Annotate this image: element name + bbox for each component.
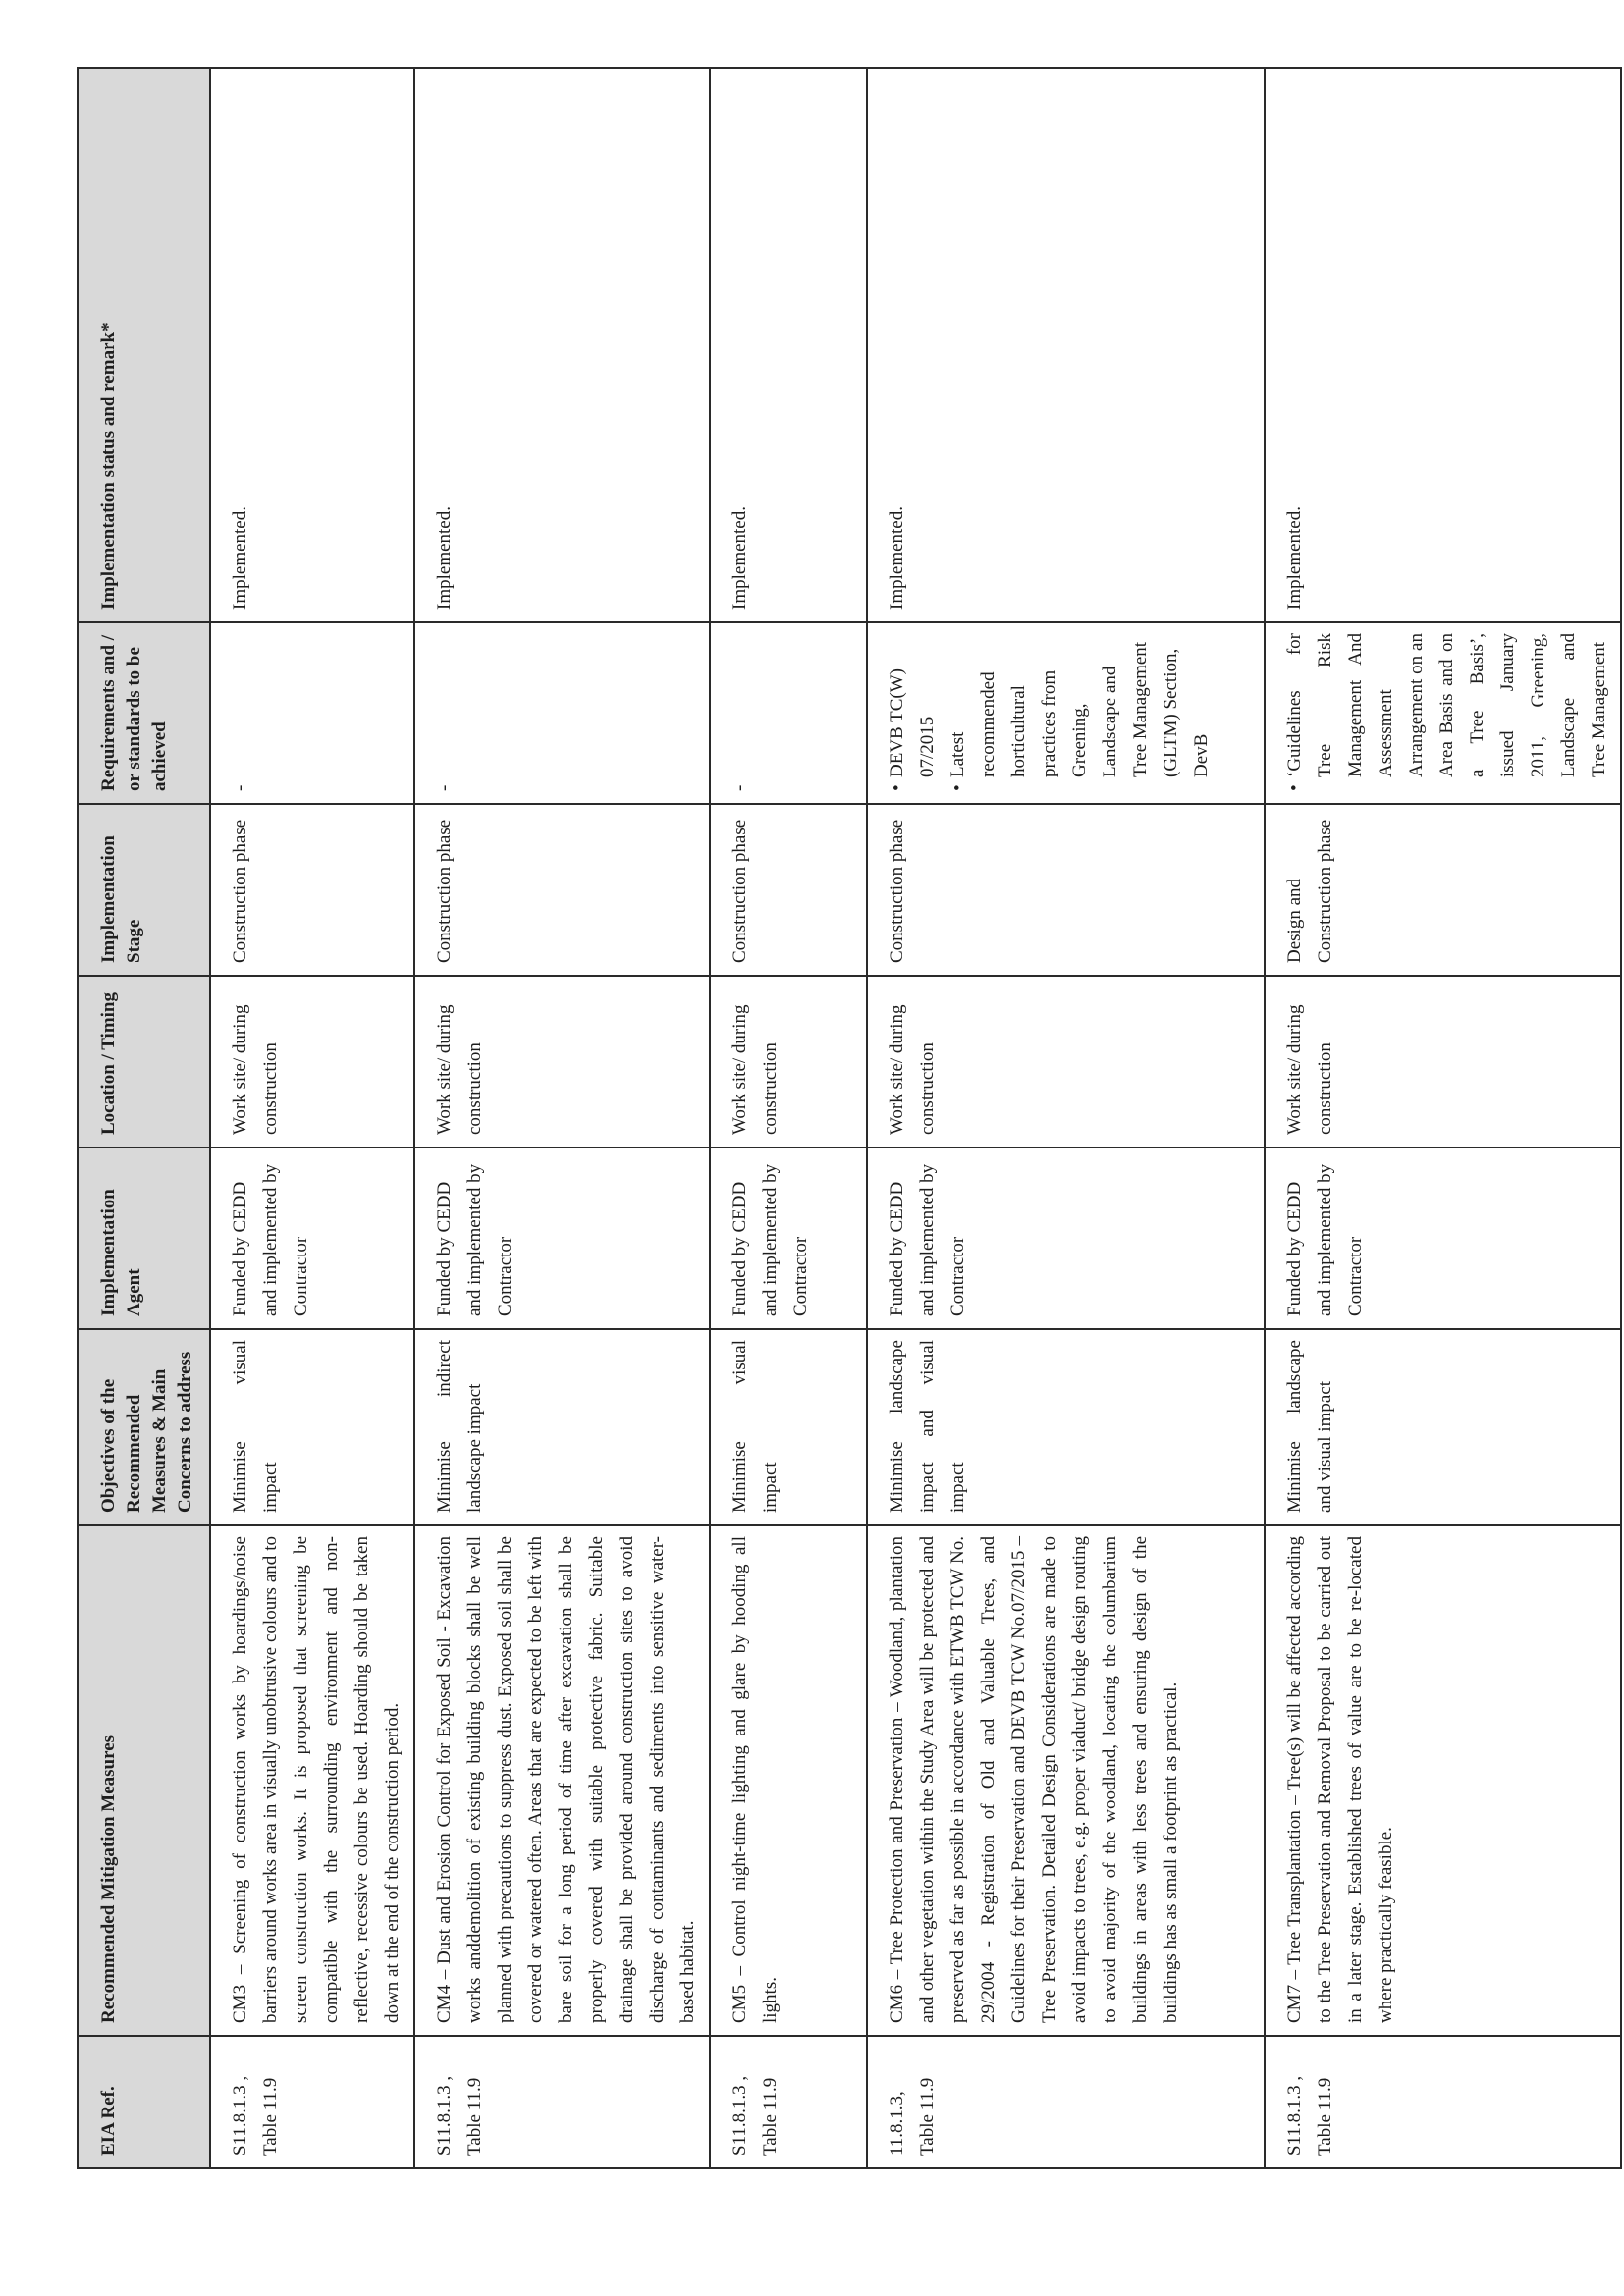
objective-cell: Minimise indirect landscape impact (414, 1329, 710, 1525)
eia-ref-cell: S11.8.1.3 , Table 11.9 (414, 2036, 710, 2168)
measure-cell: CM5 – Control night-time lighting and glare by hooding all lights. (710, 1525, 867, 2036)
objective-cell: Minimise visual impact (710, 1329, 867, 1525)
header-location-timing: Location / Timing (78, 976, 210, 1148)
status-cell: Implemented. (867, 68, 1265, 622)
stage-cell: Construction phase (710, 804, 867, 976)
agent-cell: Funded by CEDD and implemented by Contractor (210, 1148, 414, 1329)
requirement-item: • Latest recommended horticultural practices from Greening, Landscape and Tree Management (GLTM) Section, DevB (943, 633, 1217, 791)
agent-cell: Funded by CEDD and implemented by Contractor (710, 1148, 867, 1329)
measure-cell: CM7 – Tree Transplantation – Tree(s) will be affected according to the Tree Preservation and Removal Proposal to be carried out in a later stage. Established trees of value are to be re-located where practically feasible. (1265, 1525, 1621, 2036)
mitigation-measures-table (77, 67, 1622, 2169)
eia-ref-cell: S11.8.1.3 , Table 11.9 (210, 2036, 414, 2168)
header-implementation-agent: Implementation Agent (78, 1148, 210, 1329)
objective-cell: Minimise visual impact (210, 1329, 414, 1525)
eia-ref-cell: 11.8.1.3, Table 11.9 (867, 2036, 1265, 2168)
rotated-table-wrapper (77, 69, 1609, 2169)
status-cell: Implemented. (414, 68, 710, 622)
location-cell: Work site/ during construction (414, 976, 710, 1148)
requirements-cell (210, 622, 414, 804)
status-cell: Implemented. (1265, 68, 1621, 622)
requirements-cell (710, 622, 867, 804)
requirements-cell (414, 622, 710, 804)
requirement-text: - (730, 784, 750, 791)
stage-cell: Construction phase (210, 804, 414, 976)
header-objectives: Objectives of the Recommended Measures & Main Concerns to address (78, 1329, 210, 1525)
stage-cell: Construction phase (867, 804, 1265, 976)
requirement-text: - (230, 784, 250, 791)
table-row (210, 68, 414, 2168)
table-row (867, 68, 1265, 2168)
header-implementation-stage: Implementation Stage (78, 804, 210, 976)
eia-ref-cell: S11.8.1.3 , Table 11.9 (1265, 2036, 1621, 2168)
stage-cell: Design and Construction phase (1265, 804, 1621, 976)
header-row (78, 68, 210, 2168)
requirements-cell (1265, 622, 1621, 804)
requirement-item: • ‘Guidelines for Tree Risk Management And Assessment Arrangement on an Area Basis and on a Tree Basis’, issued January 2011, Greening, Landscape and Tree Management (1279, 633, 1614, 791)
location-cell: Work site/ during construction (210, 976, 414, 1148)
location-cell: Work site/ during construction (1265, 976, 1621, 1148)
header-mitigation-measures: Recommended Mitigation Measures (78, 1525, 210, 2036)
requirements-list (1279, 633, 1614, 791)
table-row (710, 68, 867, 2168)
status-cell: Implemented. (710, 68, 867, 622)
measure-cell: CM4 – Dust and Erosion Control for Exposed Soil - Excavation works anddemolition of existing building blocks shall be well planned with precautions to suppress dust. Exposed soil shall be covered or watered often. Areas that are expected to be left with bare soil for a long period of time after excavation shall be properly covered with suitable protective fabric. Suitable drainage shall be provided around construction sites to avoid discharge of contaminants and sediments into sensitive water-based habitat. (414, 1525, 710, 2036)
stage-cell: Construction phase (414, 804, 710, 976)
agent-cell: Funded by CEDD and implemented by Contractor (1265, 1148, 1621, 1329)
table-row (1265, 68, 1621, 2168)
eia-ref-cell: S11.8.1.3 , Table 11.9 (710, 2036, 867, 2168)
agent-cell: Funded by CEDD and implemented by Contractor (414, 1148, 710, 1329)
table-row (414, 68, 710, 2168)
requirements-list (882, 633, 1217, 791)
header-eia-ref: EIA Ref. (78, 2036, 210, 2168)
objective-cell: Minimise landscape impact and visual impact (867, 1329, 1265, 1525)
measure-cell: CM6 – Tree Protection and Preservation – Woodland, plantation and other vegetation within the Study Area will be protected and preserved as far as possible in accordance with ETWB TCW No. 29/2004 - Registration of Old and Valuable Trees, and Guidelines for their Preservation and DEVB TCW No.07/2015 – Tree Preservation. Detailed Design Considerations are made to avoid impacts to trees, e.g. proper viaduct/ bridge design routing to avoid majority of the woodland, locating the columbarium buildings in areas with less trees and ensuring design of the buildings has as small a footprint as practical. (867, 1525, 1265, 2036)
requirements-cell (867, 622, 1265, 804)
requirement-text: - (434, 784, 455, 791)
header-status: Implementation status and remark* (78, 68, 210, 622)
requirement-item: • DEVB TC(W) 07/2015 (882, 633, 943, 791)
status-cell: Implemented. (210, 68, 414, 622)
measure-cell: CM3 – Screening of construction works by hoardings/noise barriers around works area in visually unobtrusive colours and to screen construction works. It is proposed that screening be compatible with the surrounding environment and non-reflective, recessive colours be used. Hoarding should be taken down at the end of the construction period. (210, 1525, 414, 2036)
location-cell: Work site/ during construction (867, 976, 1265, 1148)
location-cell: Work site/ during construction (710, 976, 867, 1148)
agent-cell: Funded by CEDD and implemented by Contractor (867, 1148, 1265, 1329)
objective-cell: Minimise landscape and visual impact (1265, 1329, 1621, 1525)
header-requirements: Requirements and / or standards to be achieved (78, 622, 210, 804)
